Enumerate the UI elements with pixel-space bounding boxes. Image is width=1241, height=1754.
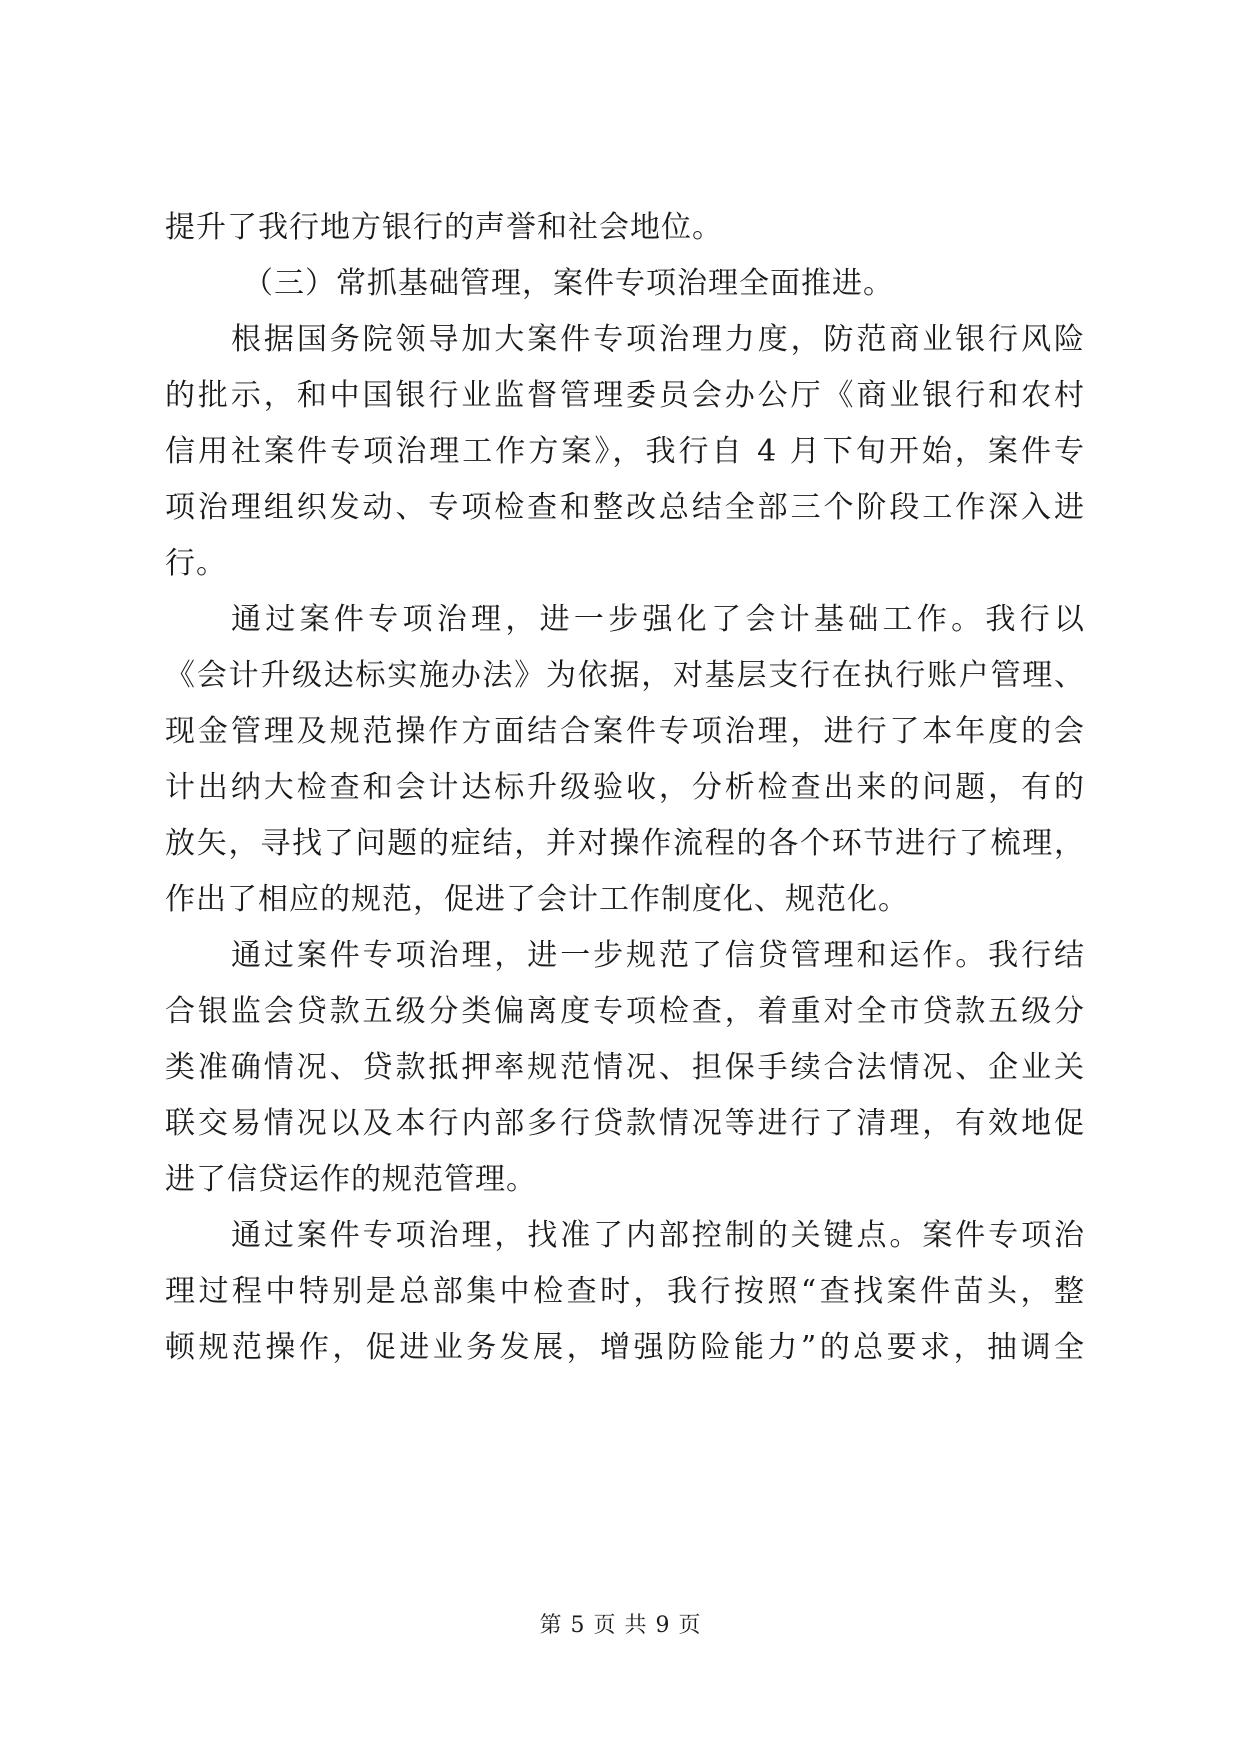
text-line: 类准确情况、贷款抵押率规范情况、担保手续合法情况、企业关 [165, 1050, 1085, 1085]
text-line: 进了信贷运作的规范管理。 [165, 1162, 537, 1197]
document-body [165, 200, 1085, 1376]
text-line: 放矢，寻找了问题的症结，并对操作流程的各个环节进行了梳理， [165, 826, 1085, 861]
section-heading: （三）常抓基础管理，案件专项治理全面推进。 [243, 266, 894, 301]
text-line: 行。 [165, 546, 227, 581]
text-line: 根据国务院领导加大案件专项治理力度，防范商业银行风险 [231, 322, 1085, 357]
text-line: 通过案件专项治理，找准了内部控制的关键点。案件专项治 [231, 1218, 1085, 1253]
text-line: 通过案件专项治理，进一步强化了会计基础工作。我行以 [231, 602, 1085, 637]
text-line: 合银监会贷款五级分类偏离度专项检查，着重对全市贷款五级分 [165, 994, 1085, 1029]
text-line: 信用社案件专项治理工作方案》，我行自 4 月下旬开始，案件专 [165, 434, 1085, 469]
text-line: 通过案件专项治理，进一步规范了信贷管理和运作。我行结 [231, 938, 1085, 973]
text-line: 提升了我行地方银行的声誉和社会地位。 [165, 210, 723, 245]
text-line: 的批示，和中国银行业监督管理委员会办公厅《商业银行和农村 [165, 378, 1085, 413]
page-number-footer: 第 5 页 共 9 页 [539, 1613, 702, 1638]
text-line: 项治理组织发动、专项检查和整改总结全部三个阶段工作深入进 [165, 490, 1085, 525]
text-line: 理过程中特别是总部集中检查时，我行按照“查找案件苗头，整 [165, 1274, 1085, 1309]
text-line: 《会计升级达标实施办法》为依据，对基层支行在执行账户管理、 [165, 658, 1085, 693]
text-line: 联交易情况以及本行内部多行贷款情况等进行了清理，有效地促 [165, 1106, 1085, 1141]
text-line: 作出了相应的规范，促进了会计工作制度化、规范化。 [165, 882, 909, 917]
text-line: 计出纳大检查和会计达标升级验收，分析检查出来的问题，有的 [165, 770, 1085, 805]
text-line: 现金管理及规范操作方面结合案件专项治理，进行了本年度的会 [165, 714, 1085, 749]
text-line: 顿规范操作，促进业务发展，增强防险能力”的总要求，抽调全 [165, 1330, 1085, 1365]
